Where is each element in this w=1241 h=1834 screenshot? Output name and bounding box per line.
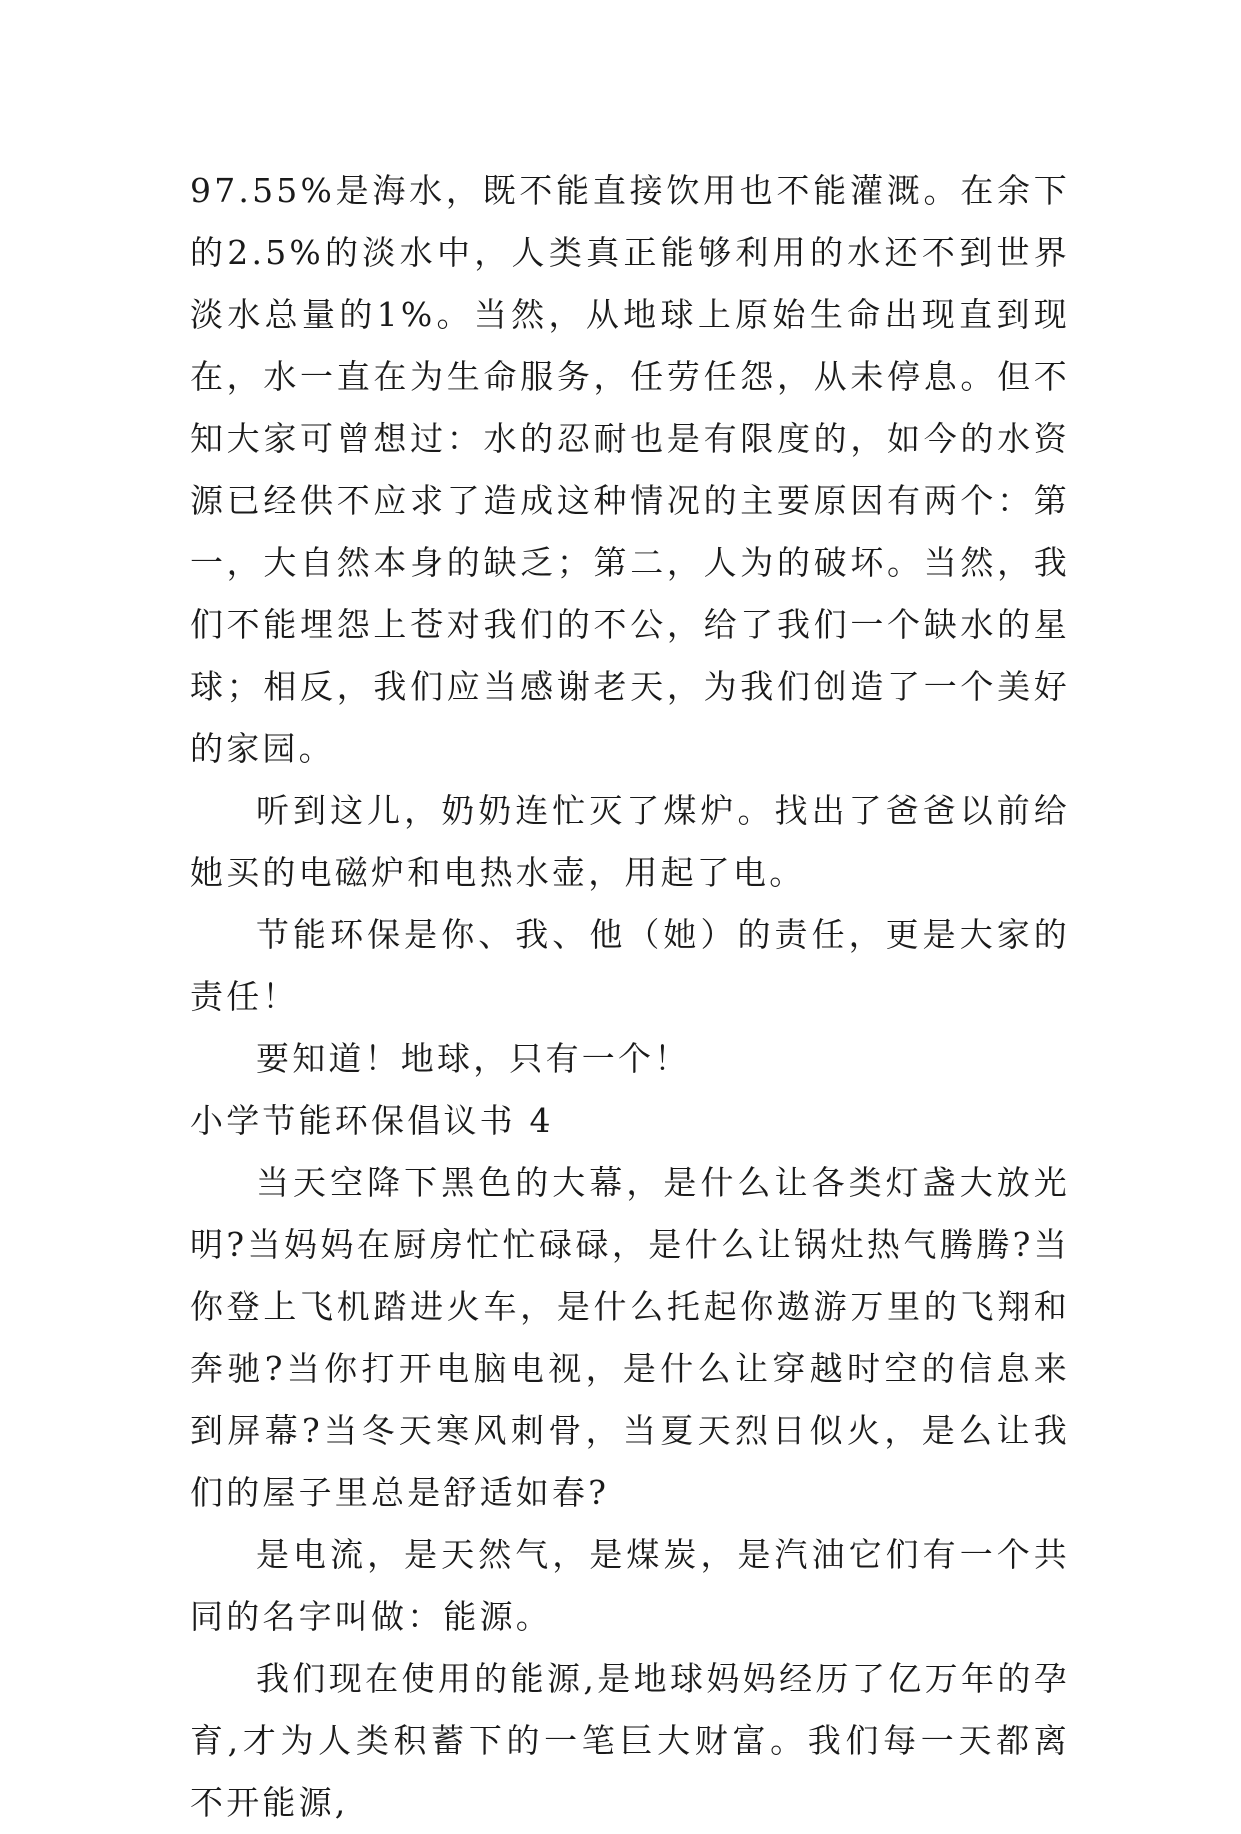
section-heading: 小学节能环保倡议书 4 — [190, 1101, 554, 1140]
paragraph: 要知道！地球，只有一个！ — [256, 1039, 691, 1078]
document-body — [190, 160, 1070, 1834]
paragraph: 是电流，是天然气，是煤炭，是汽油它们有一个共同的名字叫做：能源。 — [190, 1535, 1070, 1636]
paragraph: 97.55%是海水，既不能直接饮用也不能灌溉。在余下的2.5%的淡水中，人类真正能够利用的水还不到世界淡水总量的1%。当然，从地球上原始生命出现直到现在，水一直在为生命服务，任劳任怨，从未停息。但不知大家可曾想过：水的忍耐也是有限度的，如今的水资源已经供不应求了造成这种情况的主要原因有两个：第一，大自然本身的缺乏；第二，人为的破坏。当然，我们不能埋怨上苍对我们的不公，给了我们一个缺水的星球；相反，我们应当感谢老天，为我们创造了一个美好的家园。 — [190, 171, 1070, 768]
paragraph: 我们现在使用的能源,是地球妈妈经历了亿万年的孕育,才为人类积蓄下的一笔巨大财富。我们每一天都离不开能源, — [190, 1659, 1070, 1822]
paragraph: 当天空降下黑色的大幕，是什么让各类灯盏大放光明?当妈妈在厨房忙忙碌碌，是什么让锅灶热气腾腾?当你登上飞机踏进火车，是什么托起你遨游万里的飞翔和奔驰?当你打开电脑电视，是什么让穿越时空的信息来到屏幕?当冬天寒风刺骨，当夏天烈日似火，是么让我们的屋子里总是舒适如春? — [190, 1163, 1070, 1512]
paragraph: 节能环保是你、我、他（她）的责任，更是大家的责任！ — [190, 915, 1070, 1016]
paragraph: 听到这儿，奶奶连忙灭了煤炉。找出了爸爸以前给她买的电磁炉和电热水壶，用起了电。 — [190, 791, 1070, 892]
